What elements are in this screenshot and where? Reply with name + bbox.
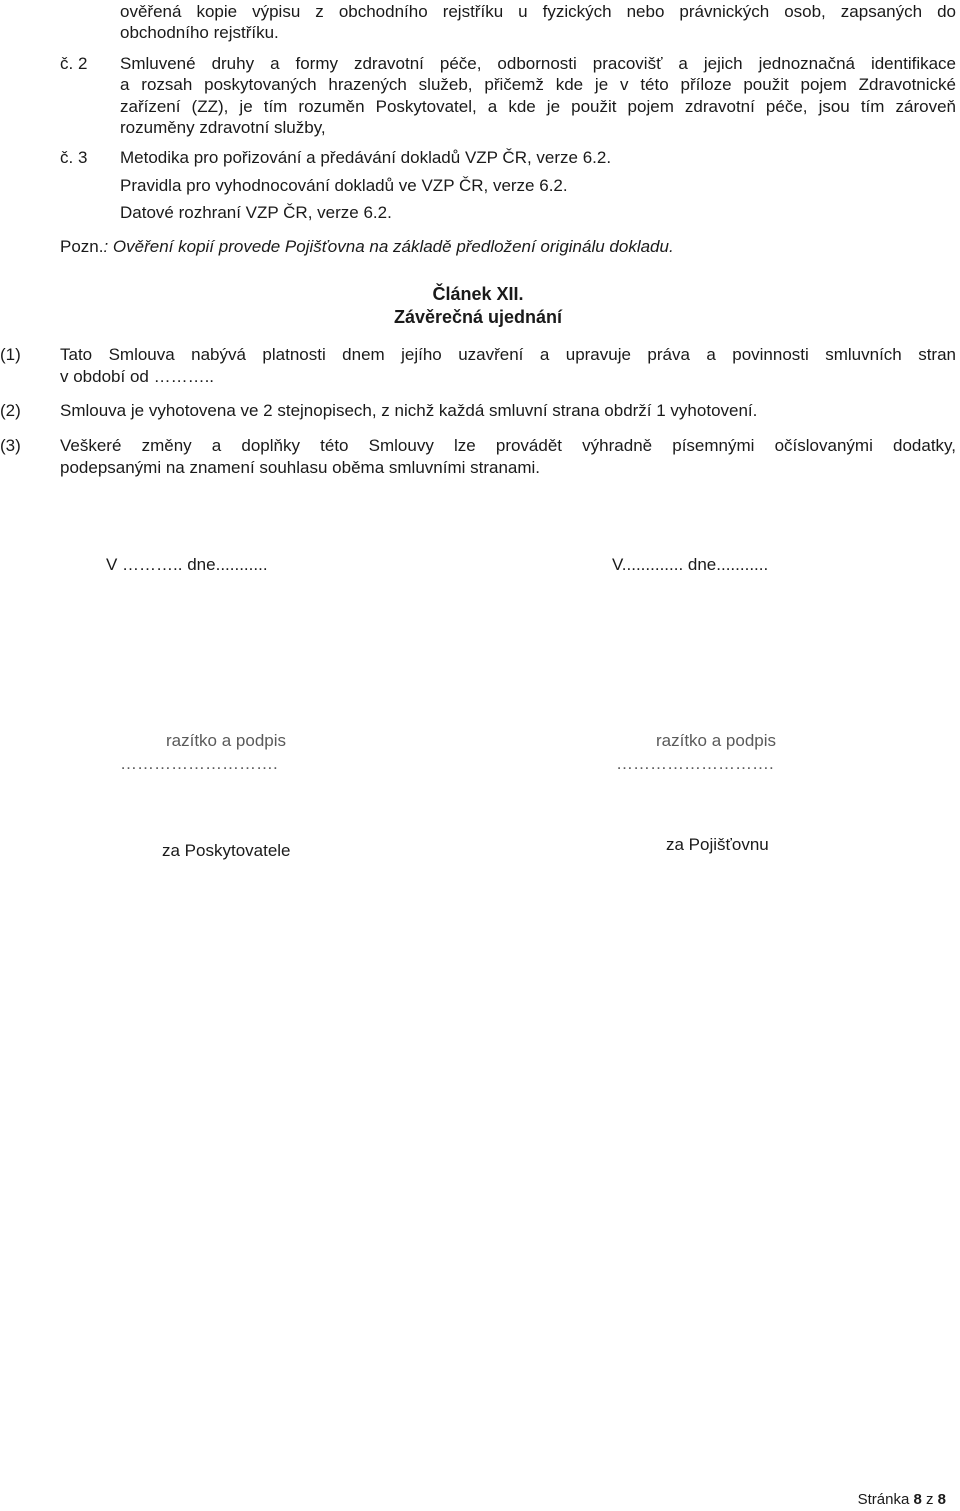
page-total: 8 — [937, 1491, 946, 1508]
article-number: Článek XII. — [432, 284, 524, 304]
clause-2-number: (2) — [0, 401, 21, 420]
attachment-3-line1: Metodika pro pořizování a předávání dokladů VZP ČR, verze 6.2. — [120, 148, 612, 167]
signature-right-line: ………………………. — [616, 754, 774, 773]
attachment-3-line2: Pravidla pro vyhodnocování dokladů ve VZP ČR, verze 6.2. — [120, 176, 568, 195]
note-text: : Ověření kopií provede Pojišťovna na základě předložení originálu dokladu. — [103, 237, 674, 256]
clause-3-line1: Veškeré změny a doplňky této Smlouvy lze provádět výhradně písemnými očíslovanými dodatky, — [60, 436, 956, 455]
attachment-intro-line1: ověřená kopie výpisu z obchodního rejstříku u fyzických nebo právnických osob, zapsaných do — [120, 2, 956, 21]
signature-left-party: za Poskytovatele — [162, 841, 291, 860]
page-number-prefix: Stránka — [857, 1491, 914, 1508]
signature-left-line: ………………………. — [120, 754, 278, 773]
attachment-2-label: č. 2 — [60, 54, 88, 73]
attachment-intro-line2: obchodního rejstříku. — [120, 23, 279, 42]
article-title: Závěrečná ujednání — [393, 307, 563, 327]
signature-right-stamp-label: razítko a podpis — [656, 731, 777, 750]
page-number-of: z — [921, 1491, 938, 1508]
signature-left-place-date: V ……….. dne........... — [106, 555, 268, 574]
page-number — [858, 1491, 946, 1509]
signature-left-stamp-label: razítko a podpis — [166, 731, 287, 750]
attachment-2-line4: rozuměny zdravotní služby, — [120, 118, 326, 137]
clause-3-number: (3) — [0, 436, 21, 455]
clause-1-line1: Tato Smlouva nabývá platnosti dnem jejího uzavření a upravuje práva a povinnosti smluvních stran — [60, 345, 956, 364]
clause-1-line2: v období od ……….. — [60, 367, 215, 386]
attachment-2-line3: zařízení (ZZ), je tím rozuměn Poskytovatel, a kde je použit pojem zdravotní péče, jsou tím zároveň — [120, 97, 956, 116]
attachment-2-line2: a rozsah poskytovaných hrazených služeb, přičemž kde je v této příloze použit pojem Zdravotnické — [120, 75, 956, 94]
page-current: 8 — [913, 1491, 922, 1508]
clause-3-line2: podepsanými na znamení souhlasu oběma smluvními stranami. — [60, 458, 541, 477]
attachment-note — [60, 236, 960, 257]
attachment-3-line3: Datové rozhraní VZP ČR, verze 6.2. — [120, 203, 392, 222]
attachment-3-label: č. 3 — [60, 148, 88, 167]
clause-2-line1: Smlouva je vyhotovena ve 2 stejnopisech, z nichž každá smluvní strana obdrží 1 vyhotovení. — [60, 401, 758, 420]
signature-right-place-date: V............. dne........... — [612, 555, 769, 574]
note-label: Pozn. — [60, 237, 104, 256]
attachment-2-line1: Smluvené druhy a formy zdravotní péče, odbornosti pracovišť a jejich jednoznačná identifikace — [120, 54, 956, 73]
clause-1-number: (1) — [0, 345, 21, 364]
signature-right-party: za Pojišťovnu — [666, 835, 769, 854]
